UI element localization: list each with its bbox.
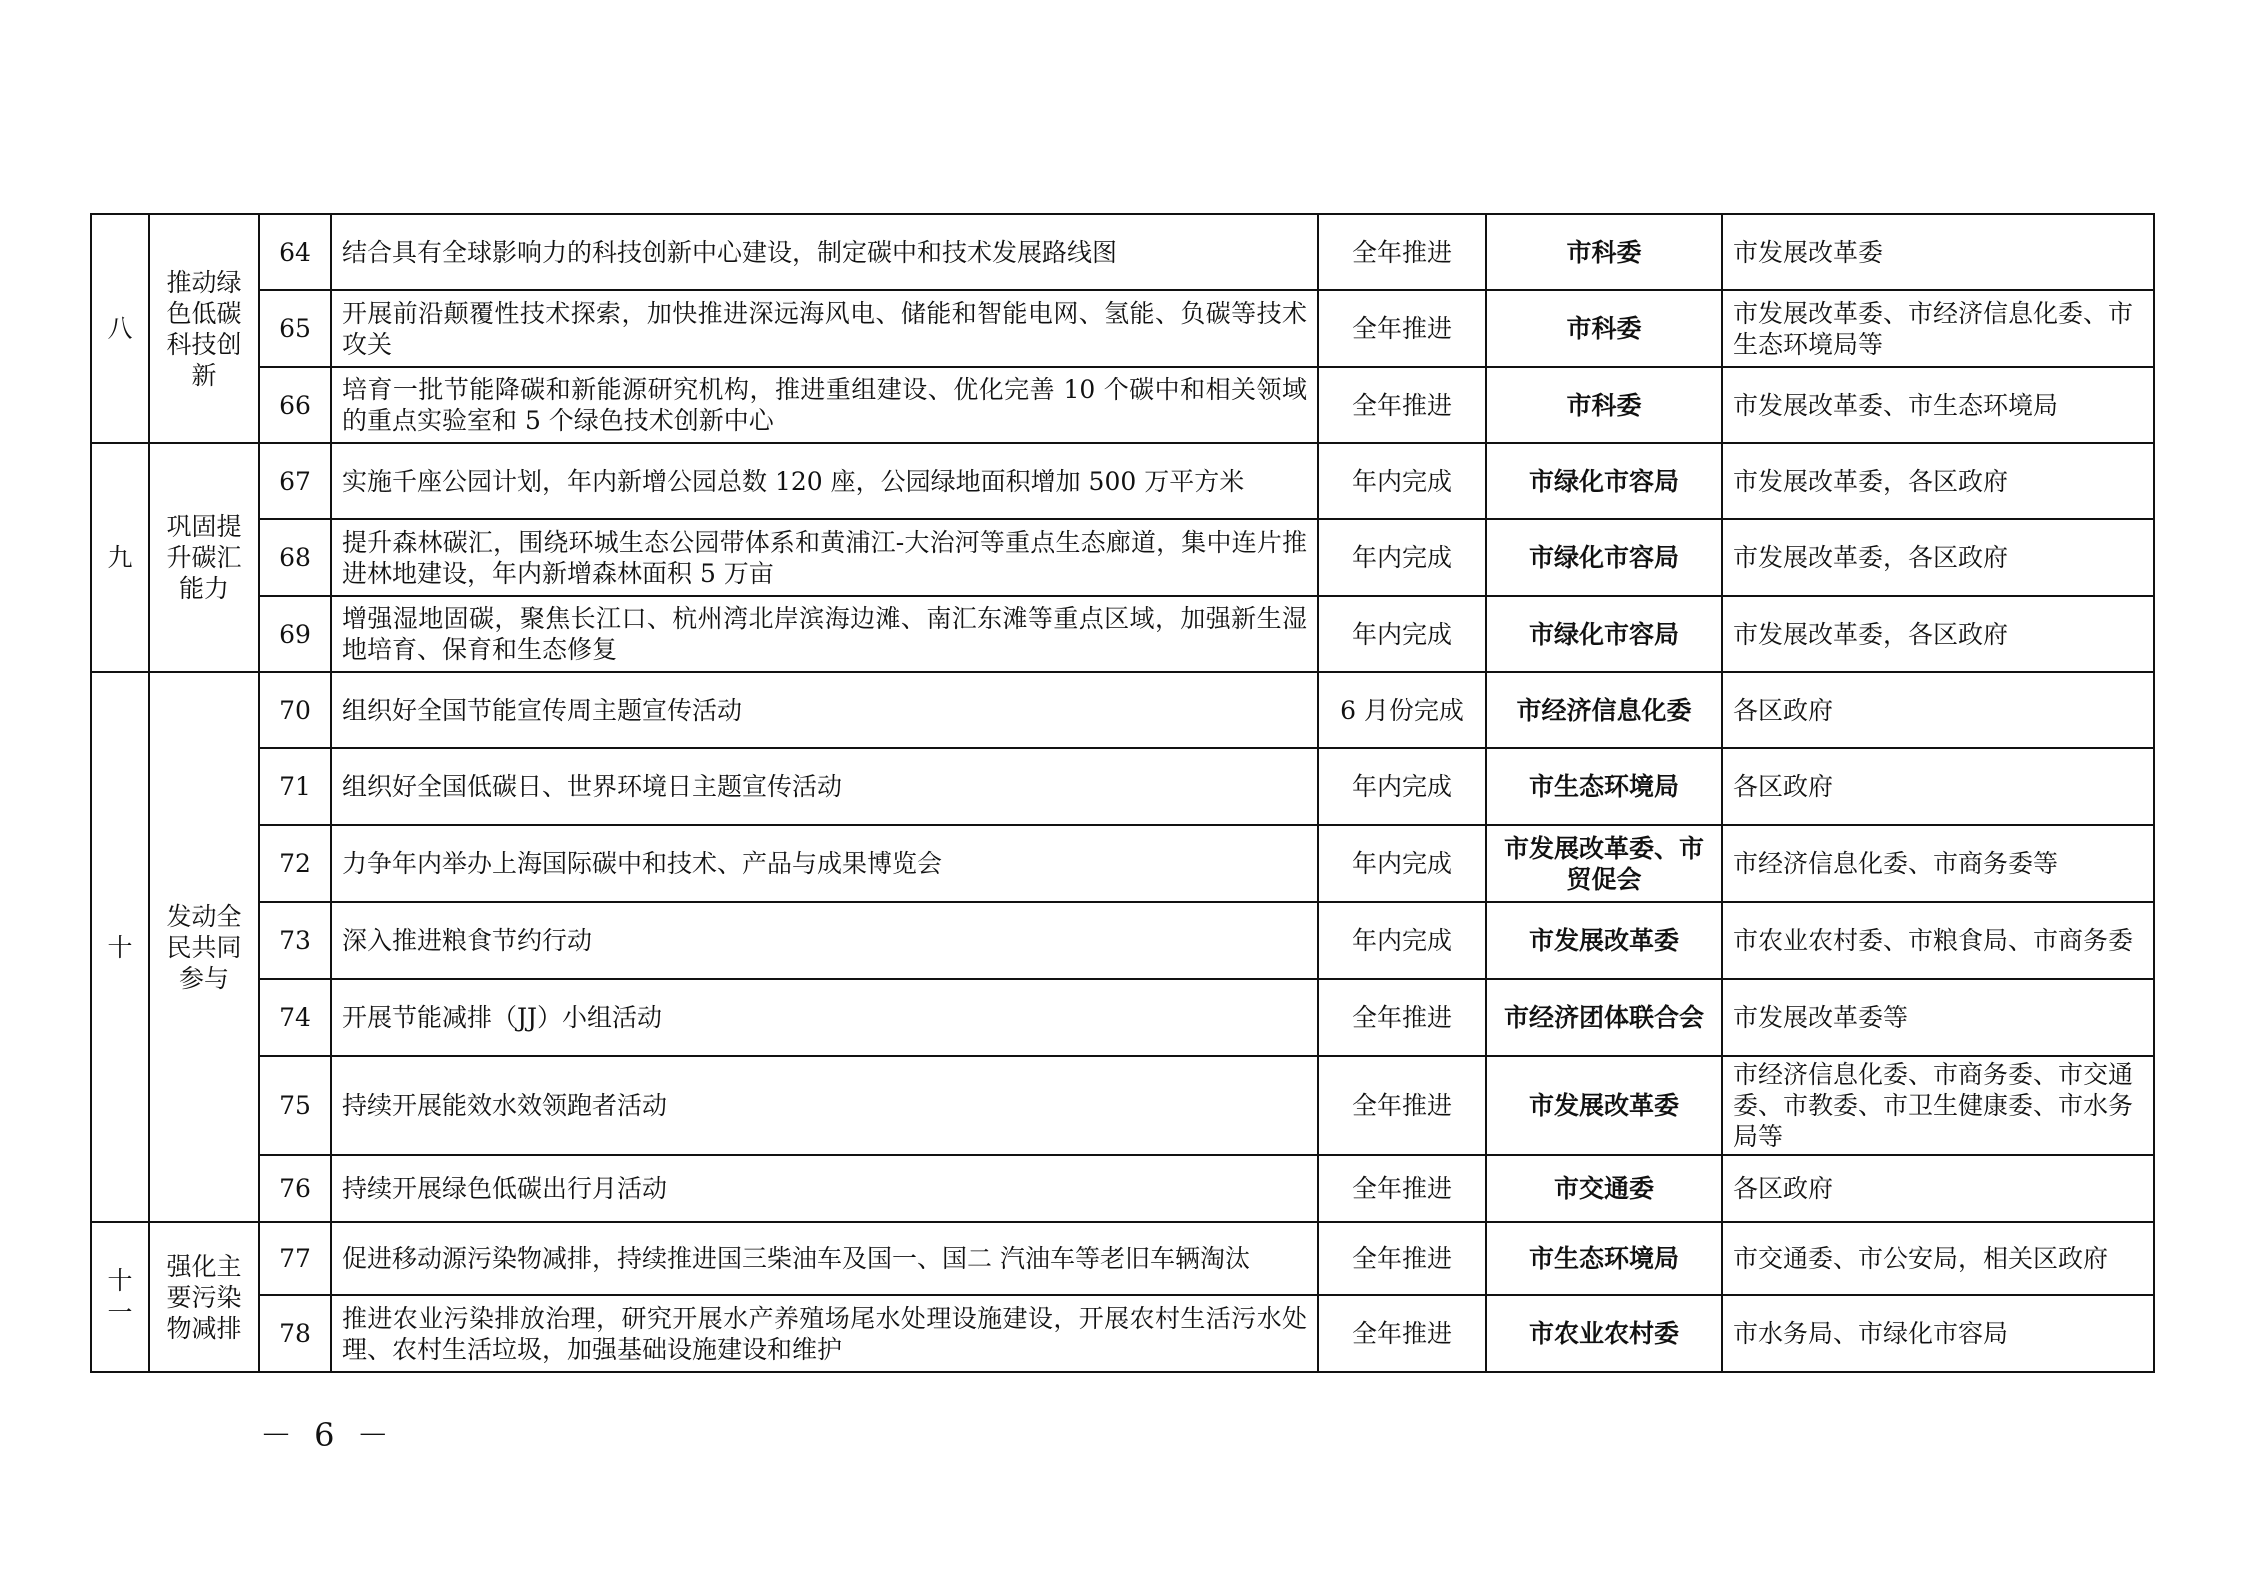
lead-department: 市绿化市容局 xyxy=(1486,596,1722,672)
lead-department: 市绿化市容局 xyxy=(1486,443,1722,519)
section-title: 巩固提升碳汇能力 xyxy=(149,443,259,672)
table-row xyxy=(91,1155,2154,1222)
table-row xyxy=(91,290,2154,367)
lead-department: 市交通委 xyxy=(1486,1155,1722,1222)
table-row xyxy=(91,979,2154,1056)
table-row xyxy=(91,748,2154,825)
lead-department: 市科委 xyxy=(1486,214,1722,290)
item-number: 74 xyxy=(259,979,331,1056)
table-row xyxy=(91,214,2154,290)
item-number: 78 xyxy=(259,1295,331,1372)
lead-department: 市生态环境局 xyxy=(1486,1222,1722,1295)
item-number: 64 xyxy=(259,214,331,290)
table-row xyxy=(91,1056,2154,1155)
item-number: 65 xyxy=(259,290,331,367)
task-description: 增强湿地固碳，聚焦长江口、杭州湾北岸滨海边滩、南汇东滩等重点区域，加强新生湿地培育、保育和生态修复 xyxy=(331,596,1318,672)
item-number: 76 xyxy=(259,1155,331,1222)
task-description: 深入推进粮食节约行动 xyxy=(331,902,1318,979)
time-frame: 年内完成 xyxy=(1318,519,1486,596)
time-frame: 年内完成 xyxy=(1318,902,1486,979)
task-description: 结合具有全球影响力的科技创新中心建设，制定碳中和技术发展路线图 xyxy=(331,214,1318,290)
task-description: 组织好全国低碳日、世界环境日主题宣传活动 xyxy=(331,748,1318,825)
time-frame: 全年推进 xyxy=(1318,367,1486,443)
cooperating-departments: 市经济信息化委、市商务委等 xyxy=(1722,825,2154,902)
time-frame: 全年推进 xyxy=(1318,290,1486,367)
cooperating-departments: 市发展改革委、市经济信息化委、市生态环境局等 xyxy=(1722,290,2154,367)
task-table-body xyxy=(91,214,2154,1372)
time-frame: 年内完成 xyxy=(1318,748,1486,825)
table-row xyxy=(91,1222,2154,1295)
cooperating-departments: 各区政府 xyxy=(1722,748,2154,825)
task-description: 开展节能减排（JJ）小组活动 xyxy=(331,979,1318,1056)
cooperating-departments: 市交通委、市公安局，相关区政府 xyxy=(1722,1222,2154,1295)
task-description: 促进移动源污染物减排，持续推进国三柴油车及国一、国二 汽油车等老旧车辆淘汰 xyxy=(331,1222,1318,1295)
cooperating-departments: 各区政府 xyxy=(1722,1155,2154,1222)
task-table xyxy=(90,213,2155,1373)
table-row xyxy=(91,825,2154,902)
cooperating-departments: 市发展改革委，各区政府 xyxy=(1722,443,2154,519)
lead-department: 市科委 xyxy=(1486,290,1722,367)
section-number: 八 xyxy=(91,214,149,443)
time-frame: 年内完成 xyxy=(1318,825,1486,902)
lead-department: 市发展改革委 xyxy=(1486,1056,1722,1155)
time-frame: 全年推进 xyxy=(1318,1295,1486,1372)
time-frame: 6 月份完成 xyxy=(1318,672,1486,748)
item-number: 67 xyxy=(259,443,331,519)
lead-department: 市发展改革委 xyxy=(1486,902,1722,979)
table-row xyxy=(91,367,2154,443)
cooperating-departments: 市水务局、市绿化市容局 xyxy=(1722,1295,2154,1372)
item-number: 73 xyxy=(259,902,331,979)
cooperating-departments: 各区政府 xyxy=(1722,672,2154,748)
time-frame: 全年推进 xyxy=(1318,1222,1486,1295)
time-frame: 年内完成 xyxy=(1318,443,1486,519)
section-number: 十 xyxy=(91,672,149,1222)
task-description: 培育一批节能降碳和新能源研究机构，推进重组建设、优化完善 10 个碳中和相关领域的重点实验室和 5 个绿色技术创新中心 xyxy=(331,367,1318,443)
lead-department: 市生态环境局 xyxy=(1486,748,1722,825)
section-number: 十一 xyxy=(91,1222,149,1372)
task-description: 持续开展绿色低碳出行月活动 xyxy=(331,1155,1318,1222)
item-number: 71 xyxy=(259,748,331,825)
item-number: 70 xyxy=(259,672,331,748)
lead-department: 市绿化市容局 xyxy=(1486,519,1722,596)
lead-department: 市经济信息化委 xyxy=(1486,672,1722,748)
section-title: 推动绿色低碳科技创新 xyxy=(149,214,259,443)
time-frame: 年内完成 xyxy=(1318,596,1486,672)
item-number: 72 xyxy=(259,825,331,902)
table-row xyxy=(91,1295,2154,1372)
section-number: 九 xyxy=(91,443,149,672)
table-row xyxy=(91,519,2154,596)
cooperating-departments: 市发展改革委，各区政府 xyxy=(1722,596,2154,672)
cooperating-departments: 市发展改革委 xyxy=(1722,214,2154,290)
section-title: 发动全民共同参与 xyxy=(149,672,259,1222)
table-row xyxy=(91,596,2154,672)
task-description: 实施千座公园计划，年内新增公园总数 120 座，公园绿地面积增加 500 万平方米 xyxy=(331,443,1318,519)
task-description: 组织好全国节能宣传周主题宣传活动 xyxy=(331,672,1318,748)
task-description: 开展前沿颠覆性技术探索，加快推进深远海风电、储能和智能电网、氢能、负碳等技术攻关 xyxy=(331,290,1318,367)
item-number: 77 xyxy=(259,1222,331,1295)
time-frame: 全年推进 xyxy=(1318,979,1486,1056)
section-title: 强化主要污染物减排 xyxy=(149,1222,259,1372)
time-frame: 全年推进 xyxy=(1318,1155,1486,1222)
item-number: 68 xyxy=(259,519,331,596)
time-frame: 全年推进 xyxy=(1318,214,1486,290)
cooperating-departments: 市发展改革委、市生态环境局 xyxy=(1722,367,2154,443)
task-description: 持续开展能效水效领跑者活动 xyxy=(331,1056,1318,1155)
time-frame: 全年推进 xyxy=(1318,1056,1486,1155)
lead-department: 市发展改革委、市贸促会 xyxy=(1486,825,1722,902)
item-number: 66 xyxy=(259,367,331,443)
item-number: 69 xyxy=(259,596,331,672)
cooperating-departments: 市经济信息化委、市商务委、市交通委、市教委、市卫生健康委、市水务局等 xyxy=(1722,1056,2154,1155)
task-description: 力争年内举办上海国际碳中和技术、产品与成果博览会 xyxy=(331,825,1318,902)
task-description: 提升森林碳汇，围绕环城生态公园带体系和黄浦江-大治河等重点生态廊道，集中连片推进林地建设，年内新增森林面积 5 万亩 xyxy=(331,519,1318,596)
table-row xyxy=(91,902,2154,979)
cooperating-departments: 市发展改革委等 xyxy=(1722,979,2154,1056)
lead-department: 市经济团体联合会 xyxy=(1486,979,1722,1056)
table-row xyxy=(91,443,2154,519)
table-row xyxy=(91,672,2154,748)
task-description: 推进农业污染排放治理，研究开展水产养殖场尾水处理设施建设，开展农村生活污水处理、农村生活垃圾，加强基础设施建设和维护 xyxy=(331,1295,1318,1372)
page-number: － 6 － xyxy=(260,1416,395,1454)
lead-department: 市科委 xyxy=(1486,367,1722,443)
cooperating-departments: 市发展改革委，各区政府 xyxy=(1722,519,2154,596)
item-number: 75 xyxy=(259,1056,331,1155)
lead-department: 市农业农村委 xyxy=(1486,1295,1722,1372)
cooperating-departments: 市农业农村委、市粮食局、市商务委 xyxy=(1722,902,2154,979)
